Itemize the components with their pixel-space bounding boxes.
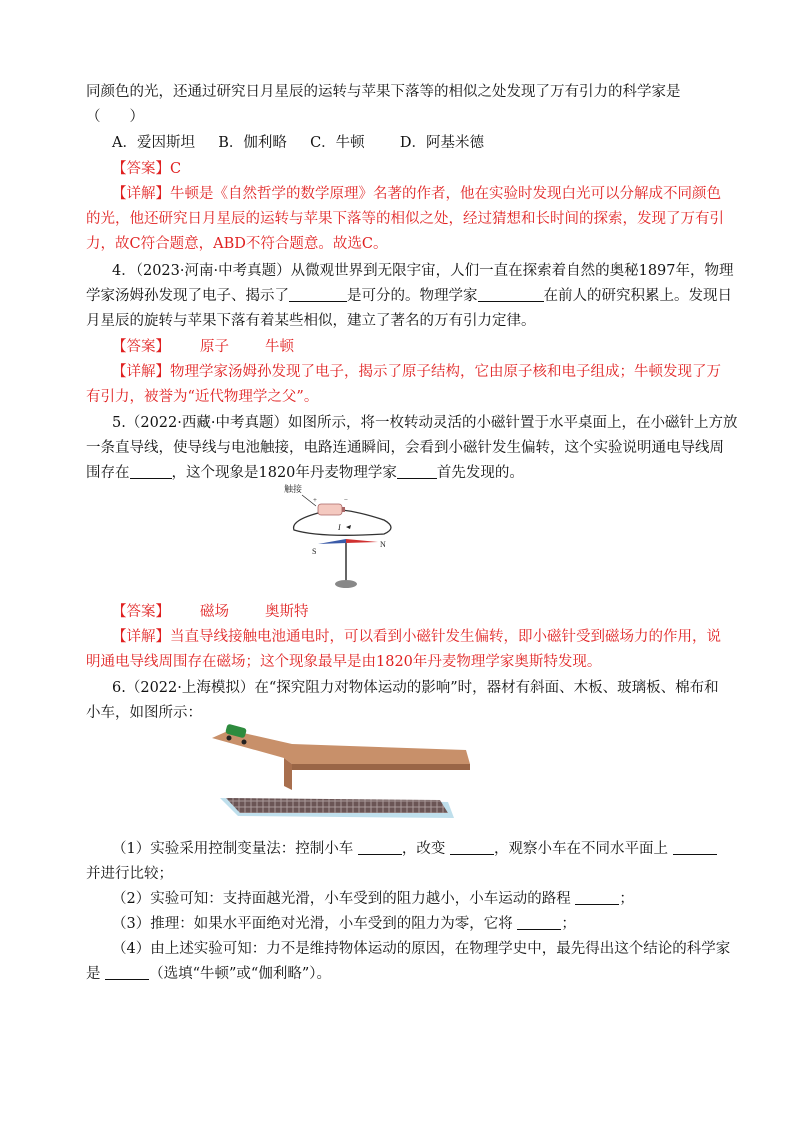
touch-label: 触接 — [284, 484, 303, 494]
answer-blank[interactable] — [130, 464, 172, 479]
answer-blank[interactable] — [478, 287, 544, 302]
q6-sub1-line1: （1）实验采用控制变量法：控制小车 ，改变 ，观察小车在不同水平面上 — [112, 839, 742, 859]
q5-answer-2: 奥斯特 — [265, 604, 309, 620]
q3-option-d: D．阿基米德 — [399, 135, 485, 151]
stand-base — [335, 580, 357, 588]
oersted-experiment-figure — [280, 480, 405, 595]
q4-answer-2: 牛顿 — [265, 339, 294, 355]
answer-blank[interactable] — [397, 464, 437, 479]
q5-number: 5. — [112, 415, 126, 431]
q3-explain-line3: 力，故C符合题意，ABD不符合题意。故选C。 — [86, 236, 388, 252]
q4-stem-line3: 月星辰的旋转与苹果下落有着某些相似，建立了著名的万有引力定律。 — [86, 313, 536, 329]
q6-number: 6. — [112, 680, 126, 696]
south-label: S — [312, 547, 317, 556]
answer-blank[interactable] — [105, 965, 149, 980]
q6-sub4-line2: 是 （选填“牛顿”或“伽利略”）。 — [86, 966, 332, 982]
q6-stem-line2: 小车，如图所示： — [86, 705, 202, 721]
explain-tag: 【详解】 — [112, 186, 170, 202]
answer-tag: 【答案】 — [112, 161, 170, 177]
board-edge — [292, 764, 470, 770]
q3-explain-line1: 【详解】牛顿是《自然哲学的数学原理》名著的作者，他在实验时发现白光可以分解成不同颜色 — [112, 186, 721, 202]
answer-tag: 【答案】 — [112, 604, 170, 620]
q5-explain-line2: 明通电导线周围存在磁场；这个现象最早是由1820年丹麦物理学家奥斯特发现。 — [86, 654, 602, 670]
q3-answer — [112, 159, 742, 179]
q5-stem-line3: 围存在 ，这个现象是1820年丹麦物理学家 首先发现的。 — [86, 465, 524, 481]
current-label: I — [338, 523, 341, 532]
q5-answer — [112, 602, 742, 622]
q6-sub2: （2）实验可知：支持面越光滑，小车受到的阻力越小，小车运动的路程 ； — [112, 891, 634, 907]
q3-option-c: C．牛顿 — [310, 135, 365, 151]
compass-needle-icon — [318, 539, 378, 544]
q6-sub3: （3）推理：如果水平面绝对光滑，小车受到的阻力为零，它将 ； — [112, 916, 576, 932]
q4-source: （2023·河南·中考真题） — [135, 263, 291, 279]
minus-label: − — [344, 496, 348, 504]
explain-tag: 【详解】 — [112, 364, 170, 380]
q4-answer — [112, 337, 742, 357]
incline-experiment-figure — [212, 720, 474, 835]
answer-blank[interactable] — [358, 840, 402, 855]
wooden-board-and-incline — [212, 730, 470, 764]
wire-loop — [294, 510, 391, 535]
answer-tag: 【答案】 — [112, 339, 170, 355]
q4-explain-line2: 有引力，被誉为“近代物理学之父”。 — [86, 389, 319, 405]
q6-stem-line1: 6.（2022·上海模拟）在“探究阻力对物体运动的影响”时，器材有斜面、木板、玻璃板、棉布和 — [112, 680, 719, 696]
north-label: N — [380, 540, 386, 549]
cotton-cloth — [226, 798, 448, 813]
battery-icon — [318, 504, 345, 515]
q3-stem-line1: 同颜色的光，还通过研究日月星辰的运转与苹果下落等的相似之处发现了万有引力的科学家是 — [86, 84, 681, 100]
q4-number: 4． — [112, 263, 136, 279]
plus-label: + — [313, 496, 317, 504]
q5-source: （2022·西藏·中考真题） — [125, 415, 288, 431]
q3-option-b: B．伽利略 — [218, 135, 287, 151]
q3-explain-line2: 的光，他还研究日月星辰的运转与苹果下落等的相似之处，经过猜想和长时间的探索，发现了万有引 — [86, 211, 724, 227]
q6-source: （2022·上海模拟） — [125, 680, 255, 696]
answer-blank[interactable] — [575, 890, 619, 905]
q5-answer-1: 磁场 — [200, 604, 229, 620]
current-arrow-icon — [346, 525, 351, 529]
q5-stem-line2: 一条直导线，使导线与电池触接，电路连通瞬间，会看到小磁针发生偏转，这个实验说明通电导线周 — [86, 440, 724, 456]
q6-sub1-line2: 并进行比较； — [86, 866, 173, 882]
answer-blank[interactable] — [289, 287, 347, 302]
q6-sub4-line1: （4）由上述实验可知：力不是维持物体运动的原因，在物理学史中，最先得出这个结论的科学家 — [112, 941, 731, 957]
q4-stem-line1: 4．（2023·河南·中考真题）从微观世界到无限宇宙，人们一直在探索着自然的奥秘1897年，物理 — [112, 263, 734, 279]
q3-answer-value: C — [170, 161, 182, 177]
q4-explain-line1: 【详解】物理学家汤姆孙发现了电子，揭示了原子结构，它由原子核和电子组成；牛顿发现了万 — [112, 364, 721, 380]
explain-tag: 【详解】 — [112, 629, 170, 645]
q5-stem-line1: 5.（2022·西藏·中考真题）如图所示，将一枚转动灵活的小磁针置于水平桌面上，在小磁针上方放 — [112, 415, 738, 431]
q4-answer-1: 原子 — [200, 339, 229, 355]
q3-option-a: A．爱因斯坦 — [112, 135, 195, 151]
answer-blank[interactable] — [450, 840, 494, 855]
q3-options — [112, 133, 742, 153]
answer-blank[interactable] — [673, 840, 717, 855]
q5-explain-line1: 【详解】当直导线接触电池通电时，可以看到小磁针发生偏转，即小磁针受到磁场力的作用，说 — [112, 629, 721, 645]
q4-stem-line2: 学家汤姆孙发现了电子、揭示了 是可分的。物理学家 在前人的研究积累上。发现日 — [86, 288, 732, 304]
q3-paren: （ ） — [86, 109, 144, 125]
answer-blank[interactable] — [517, 915, 561, 930]
